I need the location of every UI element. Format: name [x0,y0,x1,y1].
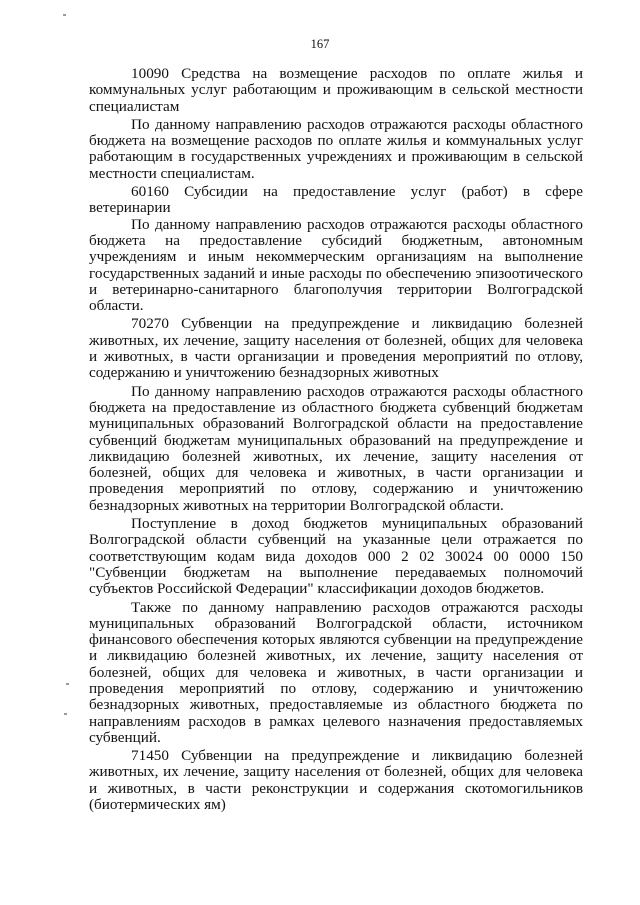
section-description-60160: По данному направлению расходов отражаются расходы областного бюджета на предоставление субсидий бюджетным, автономным учреждениям и иным некоммерческим организациям на выполнение государственных заданий и иные расходы по обеспечению эпизоотического и ветеринарно-санитарного благополучия территории Волгоградской области. [89,215,583,315]
section-heading-60160: 60160 Субсидии на предоставление услуг (работ) в сфере ветеринарии [89,183,583,217]
section-heading-10090: 10090 Средства на возмещение расходов по оплате жилья и коммунальных услуг работающим и проживающим в сельской местности специалистам [89,65,583,115]
page-number: 167 [310,37,330,51]
section-description-10090: По данному направлению расходов отражаются расходы областного бюджета на возмещение расходов по оплате жилья и коммунальных услуг работающим в государственных учреждениях и проживающим в сельской местности специалистам. [89,115,583,182]
section-description-70270: По данному направлению расходов отражаются расходы областного бюджета на предоставление из областного бюджета субвенций бюджетам муниципальных образований Волгоградской области на предоставление субвенций бюджетам муниципальных образований на предупреждение и ликвидацию болезней животных, их лечение, защиту населения от болезней, общих для человека и животных, в части организации и проведения мероприятий по отлову, содержанию и уничтожению безнадзорных животных на территории Волгоградской области. [89,382,583,514]
scan-speck [63,14,66,16]
document-body [89,66,583,813]
scan-speck [66,683,69,685]
scan-speck [64,713,67,715]
municipal-expenses-note-70270: Также по данному направлению расходов отражаются расходы муниципальных образований Волгоградской области, источником финансового обеспечения которых являются субвенции на предупреждение и ликвидацию болезней животных, их лечение, защиту населения от болезней, общих для человека и животных, в части организации и проведения мероприятий по отлову, содержанию и уничтожению безнадзорных животных, предоставляемые из областного бюджета по направлениям расходов в рамках целевого назначения предоставляемых субвенций. [89,598,583,746]
section-heading-70270: 70270 Субвенции на предупреждение и ликвидацию болезней животных, их лечение, защиту населения от болезней, общих для человека и животных, в части организации и проведения мероприятий по отлову, содержанию и уничтожению безнадзорных животных [89,315,583,382]
revenue-note-70270: Поступление в доход бюджетов муниципальных образований Волгоградской области субвенций на указанные цели отражается по соответствующим кодам вида доходов 000 2 02 30024 00 0000 150 "Субвенции бюджетам на выполнение передаваемых полномочий субъектов Российской Федерации" классификации доходов бюджетов. [89,515,583,598]
section-heading-71450: 71450 Субвенции на предупреждение и ликвидацию болезней животных, их лечение, защиту населения от болезней, общих для человека и животных, в части реконструкции и содержания скотомогильников (биотермических ям) [89,747,583,814]
